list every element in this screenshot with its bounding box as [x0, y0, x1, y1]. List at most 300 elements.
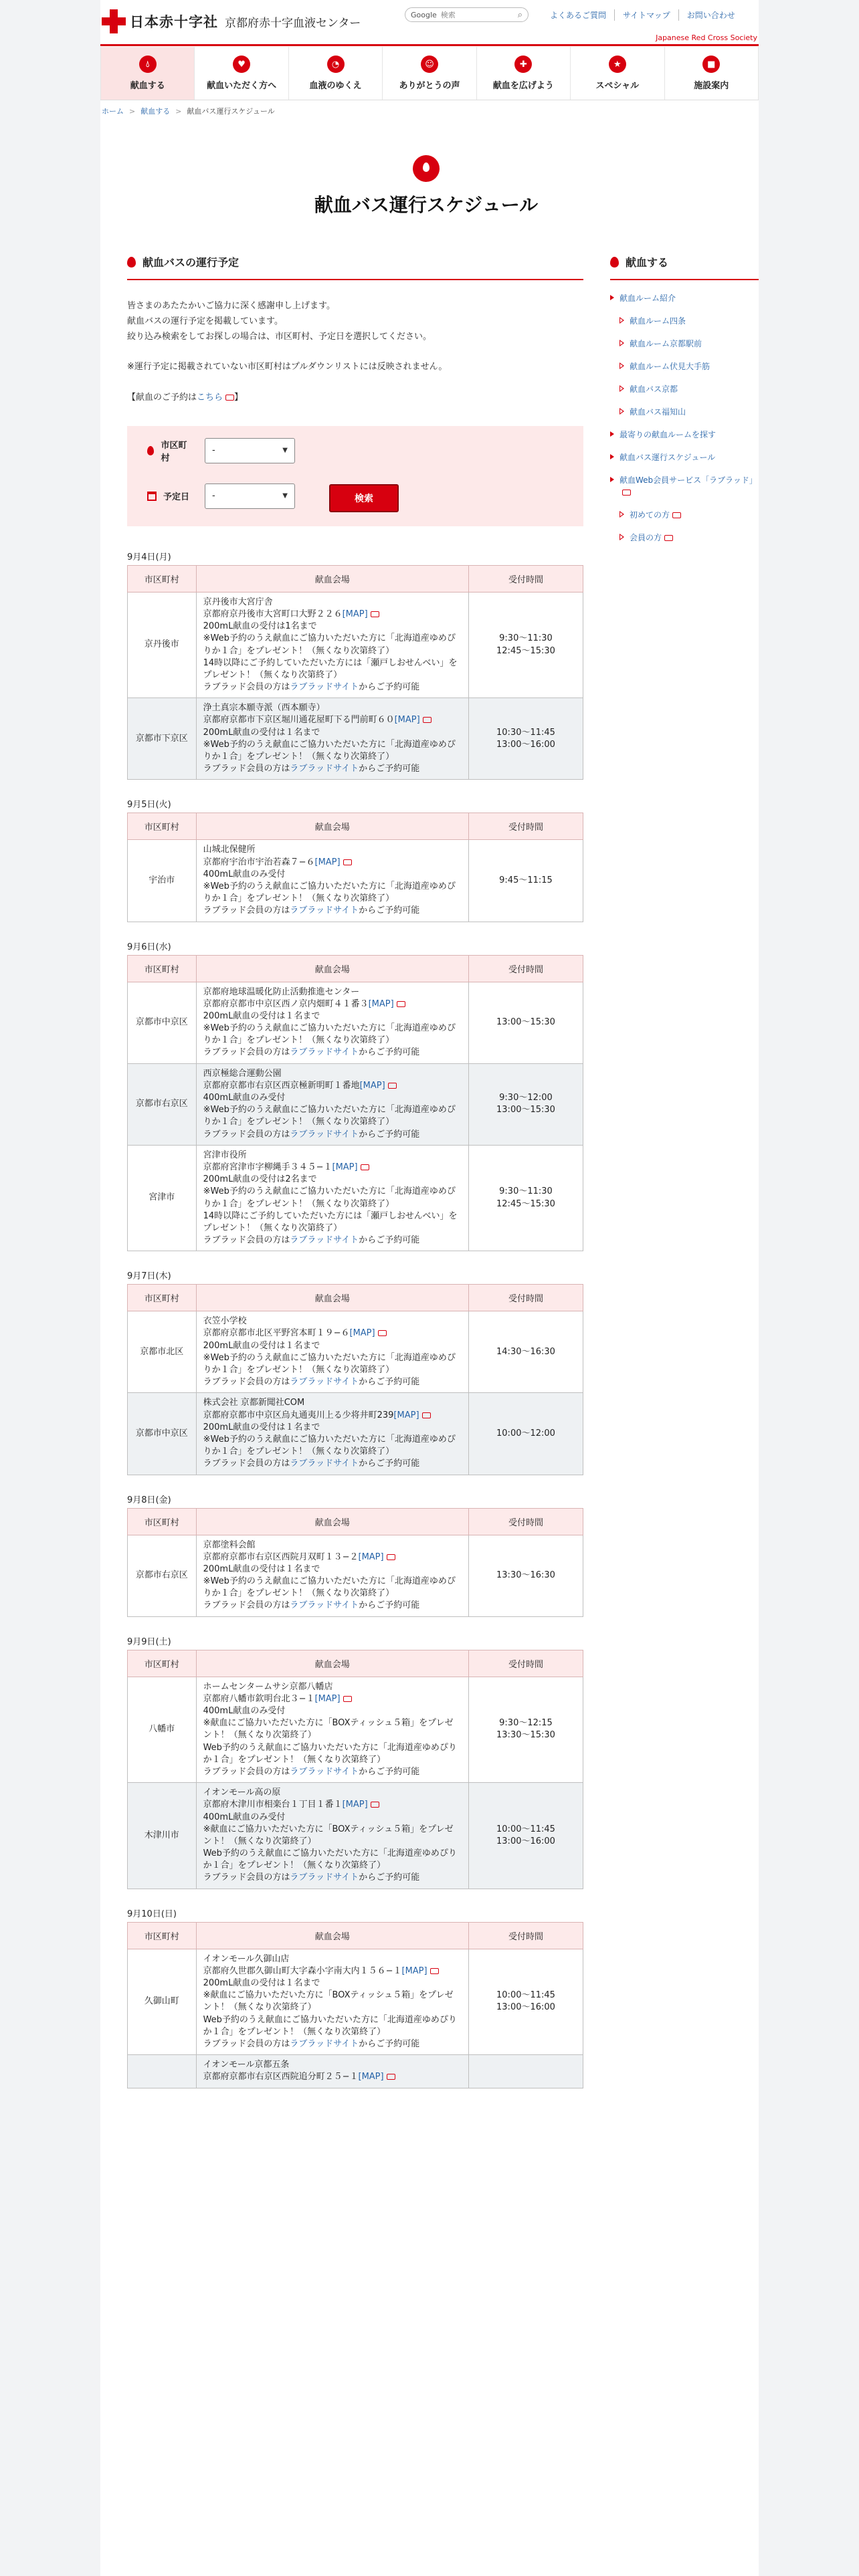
city-filter-label: [147, 438, 194, 463]
external-link-icon: [622, 490, 631, 496]
venue-text: 京都府京都市下京区堀川通花屋町下る門前町６０: [203, 715, 395, 726]
section-title: 献血バスの運行予定: [142, 256, 240, 269]
loveblood-link[interactable]: ラブラッドサイト: [290, 1047, 359, 1058]
venue-text: 京都府京都市右京区西京極新明町１番地: [203, 1080, 360, 1091]
venue-line: [203, 1717, 462, 1741]
search-button[interactable]: 検索: [329, 484, 399, 512]
search-input[interactable]: [441, 11, 518, 19]
time-cell: [468, 1393, 583, 1475]
venue-line: [203, 2014, 462, 2038]
triangle-right-icon: [619, 363, 624, 368]
loveblood-suffix: からご予約可能: [359, 1459, 420, 1469]
breadcrumb-separator: >: [129, 107, 136, 116]
schedule-day: [127, 1634, 583, 1889]
header-city: 市区町村: [128, 1285, 197, 1311]
external-link-icon: [430, 1968, 439, 1974]
global-nav: [100, 47, 759, 100]
site-logo[interactable]: [102, 9, 361, 33]
map-link[interactable]: [MAP]: [342, 1800, 368, 1810]
table-row: [128, 1145, 583, 1251]
org-english-name: Japanese Red Cross Society: [656, 33, 757, 42]
header-venue: 献血会場: [196, 565, 468, 592]
header-time: 受付時間: [468, 565, 583, 592]
external-link-icon: [387, 2074, 395, 2080]
table-header-row: [128, 1922, 583, 1949]
map-link[interactable]: [MAP]: [368, 998, 394, 1009]
site-header: [100, 0, 759, 47]
table-row: [128, 2055, 583, 2088]
map-link[interactable]: [MAP]: [401, 1965, 427, 1976]
venue-text: 京都府京都市北区平野宮本町１９−６: [203, 1328, 350, 1339]
sidebar-item-text: [630, 509, 681, 521]
city-cell: [128, 2055, 197, 2088]
schedule-table: [127, 813, 583, 922]
time-slot: 10:00〜12:00: [496, 1428, 555, 1438]
smile-icon: ☺: [421, 56, 438, 73]
venue-line: [203, 869, 462, 881]
venue-line: [203, 1977, 462, 1990]
venue-text: 京都府宇治市宇治若森７−６: [203, 857, 315, 867]
venue-text: 京都府京都市中京区西ノ京内畑町４１番３: [203, 998, 369, 1009]
venue-cell: [196, 1783, 468, 1889]
venue-text: ※Web予約のうえ献血にご協力いただいた方に「北海道産ゆめぴりか１合」をプレゼント！（無くなり次第終了）: [203, 633, 456, 656]
sidebar-item[interactable]: [619, 406, 759, 418]
loveblood-suffix: からご予約可能: [359, 1872, 420, 1883]
table-row: [128, 982, 583, 1063]
sidebar-item-text: [619, 292, 676, 304]
blood-drop-icon: [127, 257, 136, 267]
loveblood-line: [203, 1129, 462, 1141]
date-label-text: 予定日: [163, 492, 190, 503]
sidebar-title: 献血する: [626, 256, 669, 269]
loveblood-suffix: からご予約可能: [359, 1235, 420, 1246]
intro-line: 献血バスの運行予定を掲載しています。: [127, 316, 283, 326]
time-slot: 13:00〜16:00: [496, 1836, 555, 1846]
loveblood-suffix: からご予約可能: [359, 1377, 420, 1388]
schedule-date: 9月7日(木): [127, 1271, 171, 1282]
circle-progress-icon: ◔: [327, 56, 345, 73]
blood-drop-icon: [147, 446, 154, 455]
venue-text: イオンモール高の原: [203, 1788, 281, 1798]
venue-text: ※Web予約のうえ献血にご協力いただいた方に「北海道産ゆめぴりか１合」をプレゼント！（無くなり次第終了）: [203, 881, 456, 904]
venue-line: [203, 1174, 462, 1186]
table-row: [128, 1393, 583, 1475]
loveblood-line: [203, 2038, 462, 2050]
venue-line: [203, 609, 462, 621]
map-link[interactable]: [MAP]: [393, 1410, 419, 1420]
time-slot: 13:30〜16:30: [496, 1570, 555, 1580]
sidebar-item[interactable]: [610, 429, 759, 441]
venue-text: ※献血にご協力いただいた方に「BOXティッシュ５箱」をプレゼント！（無くなり次第終了）: [203, 1990, 454, 2013]
venue-line: [203, 1990, 462, 2014]
map-link[interactable]: [MAP]: [314, 857, 341, 867]
triangle-right-icon: [619, 409, 624, 414]
venue-cell: [196, 1311, 468, 1393]
sidebar-item[interactable]: [610, 451, 759, 463]
map-link[interactable]: [MAP]: [314, 1693, 341, 1704]
venue-line: [203, 597, 462, 609]
faq-link[interactable]: よくあるご質問: [550, 11, 607, 20]
external-link-icon: [422, 1412, 431, 1418]
venue-cell: [196, 1677, 468, 1783]
venue-line: [203, 1434, 462, 1458]
venue-line: [203, 633, 462, 657]
header-venue: 献血会場: [196, 1508, 468, 1535]
external-link-icon: [225, 395, 234, 401]
external-link-icon: [343, 859, 352, 865]
nav-special[interactable]: [571, 47, 664, 100]
venue-line: [203, 1742, 462, 1766]
venue-cell: [196, 698, 468, 780]
reserve-link[interactable]: こちら: [197, 393, 223, 403]
venue-text: Web予約のうえ献血にご協力いただいた方に「北海道産ゆめぴりか１合」をプレゼント！（無くなり次第終了）: [203, 1742, 457, 1765]
triangle-right-icon: [610, 431, 614, 437]
venue-line: [203, 1186, 462, 1210]
venue-text: 浄土真宗本願寺派（西本願寺）: [203, 703, 325, 714]
map-link[interactable]: [MAP]: [332, 1162, 358, 1172]
sidebar-item-label: 会員の方: [630, 533, 662, 542]
venue-line: [203, 1693, 462, 1705]
sidebar-item-text: [630, 315, 686, 327]
sidebar-item-label: 献血ルーム紹介: [619, 294, 676, 303]
loveblood-prefix: ラブラッド会員の方は: [203, 1129, 290, 1140]
intro-text: [127, 299, 583, 406]
sidebar-item-label: 最寄りの献血ルームを探す: [619, 430, 717, 439]
triangle-right-icon: [610, 454, 614, 459]
loveblood-prefix: ラブラッド会員の方は: [203, 905, 290, 916]
sidebar-item[interactable]: [619, 532, 759, 544]
sidebar-item[interactable]: [619, 315, 759, 327]
external-link-icon: [664, 535, 673, 541]
nav-label: ありがとうの声: [399, 81, 460, 91]
venue-text: Web予約のうえ献血にご協力いただいた方に「北海道産ゆめぴりか１合」をプレゼント！（無くなり次第終了）: [203, 2014, 457, 2037]
loveblood-suffix: からご予約可能: [359, 1600, 420, 1611]
time-slot: 9:30〜12:00: [499, 1093, 553, 1103]
city-filter-row: [147, 438, 295, 463]
loveblood-link[interactable]: ラブラッドサイト: [290, 1766, 359, 1777]
loveblood-prefix: ラブラッド会員の方は: [203, 1459, 290, 1469]
loveblood-suffix: からご予約可能: [359, 2038, 420, 2049]
venue-line: [203, 657, 462, 681]
nav-label: 施設案内: [694, 81, 729, 91]
header-venue: 献血会場: [196, 1285, 468, 1311]
nav-label: 献血する: [130, 81, 165, 91]
sidebar-item-text: [630, 360, 710, 372]
sidebar-item-text: [630, 532, 673, 544]
external-link-icon: [371, 1802, 379, 1808]
nav-for-donors[interactable]: [195, 47, 288, 100]
venue-text: ホームセンタームサシ京都八幡店: [203, 1681, 333, 1692]
venue-line: [203, 1023, 462, 1047]
time-slot: 13:30〜15:30: [496, 1730, 555, 1741]
loveblood-prefix: ラブラッド会員の方は: [203, 1600, 290, 1611]
reserve-suffix: 】: [234, 393, 244, 403]
venue-line: [203, 881, 462, 905]
venue-cell: [196, 840, 468, 922]
city-cell: 八幡市: [128, 1677, 197, 1783]
schedule-date: 9月8日(金): [127, 1495, 171, 1505]
map-link[interactable]: [MAP]: [342, 609, 368, 619]
time-cell: [468, 2055, 583, 2088]
sidebar-menu: [610, 292, 759, 544]
schedule-day: [127, 1907, 583, 2088]
map-link[interactable]: [MAP]: [394, 715, 420, 726]
external-link-icon: [423, 717, 432, 723]
triangle-right-icon: [610, 295, 614, 300]
city-cell: 京都市中京区: [128, 1393, 197, 1475]
time-slot: 13:00〜16:00: [496, 2002, 555, 2013]
sidebar-item-label: 献血Web会員サービス「ラブラッド」: [619, 475, 757, 485]
loveblood-link[interactable]: ラブラッドサイト: [290, 682, 359, 693]
blood-drop-icon: [413, 155, 440, 182]
breadcrumb: [102, 106, 275, 116]
triangle-right-icon: [619, 386, 624, 391]
map-link[interactable]: [MAP]: [358, 2072, 384, 2082]
venue-line: [203, 1092, 462, 1104]
loveblood-line: [203, 681, 462, 693]
venue-line: [203, 1953, 462, 1965]
venue-line: [203, 1340, 462, 1352]
time-slot: 9:45〜11:15: [499, 875, 553, 885]
time-slot: 9:30〜11:30: [499, 1186, 553, 1197]
venue-text: 衣笠小学校: [203, 1316, 247, 1327]
venue-line: [203, 1551, 462, 1564]
loveblood-line: [203, 1458, 462, 1470]
venue-text: 200mL献血の受付は１名まで: [203, 1340, 320, 1351]
table-header-row: [128, 565, 583, 592]
loveblood-suffix: からご予約可能: [359, 682, 420, 693]
schedule-table: [127, 1284, 583, 1475]
venue-text: 400mL献血のみ受付: [203, 869, 286, 879]
venue-text: 京都府木津川市相楽台１丁目１番１: [203, 1800, 343, 1810]
sidebar-item[interactable]: [619, 360, 759, 372]
schedule-table: [127, 1650, 583, 1889]
venue-line: [203, 1352, 462, 1376]
header-time: 受付時間: [468, 1922, 583, 1949]
bookmark-icon: ■: [702, 56, 720, 73]
table-row: [128, 1063, 583, 1145]
venue-line: [203, 1848, 462, 1872]
loveblood-line: [203, 1376, 462, 1388]
header-divider: [100, 44, 759, 46]
header-time: 受付時間: [468, 1285, 583, 1311]
table-header-row: [128, 1508, 583, 1535]
sidebar-item[interactable]: [619, 383, 759, 395]
sidebar-item-text: [619, 451, 715, 463]
venue-line: [203, 1068, 462, 1080]
loveblood-prefix: ラブラッド会員の方は: [203, 1235, 290, 1246]
time-slot: 10:00〜11:45: [496, 1824, 555, 1834]
city-cell: 宮津市: [128, 1145, 197, 1251]
time-cell: [468, 592, 583, 698]
chevron-down-icon: ▼: [282, 492, 288, 500]
city-select-value: -: [212, 445, 215, 456]
venue-line: [203, 1104, 462, 1128]
city-cell: 京丹後市: [128, 592, 197, 698]
header-time: 受付時間: [468, 813, 583, 840]
sidebar-heading: [610, 254, 759, 280]
time-slot: 13:00〜15:30: [496, 1105, 555, 1115]
intro-line: 絞り込み検索をしてお探しの場合は、市区町村、予定日を選択してください。: [127, 331, 432, 342]
header-time: 受付時間: [468, 1508, 583, 1535]
loveblood-link[interactable]: ラブラッドサイト: [290, 1600, 359, 1611]
loveblood-link[interactable]: ラブラッドサイト: [290, 1129, 359, 1140]
sidebar: [610, 254, 759, 554]
loveblood-link[interactable]: ラブラッドサイト: [290, 764, 359, 774]
loveblood-line: [203, 905, 462, 917]
schedule-day: [127, 1269, 583, 1475]
venue-line: [203, 1705, 462, 1717]
venue-text: ※Web予約のうえ献血にご協力いただいた方に「北海道産ゆめぴりか１合」をプレゼント！（無くなり次第終了）: [203, 1023, 456, 1046]
table-header-row: [128, 955, 583, 982]
venue-text: 200mL献血の受付は1名まで: [203, 621, 317, 632]
loveblood-prefix: ラブラッド会員の方は: [203, 2038, 290, 2049]
schedule-day: [127, 797, 583, 922]
time-cell: [468, 698, 583, 780]
sidebar-item[interactable]: [619, 338, 759, 350]
venue-cell: [196, 1063, 468, 1145]
venue-text: 14時以降にご予約していただいた方には「瀬戸しおせんべい」をプレゼント！（無くなり次第終了）: [203, 657, 458, 680]
time-cell: [468, 982, 583, 1063]
loveblood-prefix: ラブラッド会員の方は: [203, 1872, 290, 1883]
intro-line: 皆さまのあたたかいご協力に深く感謝申し上げます。: [127, 301, 335, 311]
loveblood-prefix: ラブラッド会員の方は: [203, 682, 290, 693]
venue-text: 400mL献血のみ受付: [203, 1093, 286, 1103]
loveblood-link[interactable]: ラブラッドサイト: [290, 1459, 359, 1469]
venue-line: [203, 1824, 462, 1848]
reserve-note: [127, 391, 583, 406]
sidebar-item-text: [630, 406, 686, 418]
header-time: 受付時間: [468, 955, 583, 982]
header-city: 市区町村: [128, 813, 197, 840]
sitemap-link[interactable]: サイトマップ: [614, 9, 678, 21]
sidebar-item[interactable]: [610, 474, 759, 498]
org-name: 日本赤十字社: [130, 13, 218, 30]
time-cell: [468, 1677, 583, 1783]
schedule-day: [127, 550, 583, 780]
map-link[interactable]: [MAP]: [349, 1328, 375, 1339]
venue-text: ※Web予約のうえ献血にご協力いただいた方に「北海道産ゆめぴりか１合」をプレゼント！（無くなり次第終了）: [203, 1105, 456, 1128]
table-row: [128, 698, 583, 780]
venue-line: [203, 1210, 462, 1235]
venue-line: [203, 1799, 462, 1811]
sidebar-item-label: 献血ルーム伏見大手筋: [630, 362, 710, 371]
search-icon[interactable]: ⌕: [517, 9, 522, 20]
nav-blood-destination[interactable]: [289, 47, 383, 100]
main-content: [127, 254, 583, 2106]
google-label: Google: [411, 10, 437, 19]
header-time: 受付時間: [468, 1650, 583, 1677]
venue-cell: [196, 1535, 468, 1616]
time-slot: 12:45〜15:30: [496, 1198, 555, 1209]
venue-cell: [196, 2055, 468, 2088]
venue-cell: [196, 1145, 468, 1251]
time-cell: [468, 1063, 583, 1145]
loveblood-link[interactable]: ラブラッドサイト: [290, 1377, 359, 1388]
city-cell: 京都市中京区: [128, 982, 197, 1063]
table-row: [128, 1783, 583, 1889]
nav-facilities[interactable]: [665, 47, 759, 100]
header-city: 市区町村: [128, 1650, 197, 1677]
venue-text: ※献血にご協力いただいた方に「BOXティッシュ５箱」をプレゼント！（無くなり次第終了）: [203, 1718, 454, 1741]
venue-text: ※Web予約のうえ献血にご協力いただいた方に「北海道産ゆめぴりか１合」をプレゼント！（無くなり次第終了）: [203, 1352, 456, 1375]
nav-spread[interactable]: [477, 47, 571, 100]
table-row: [128, 1677, 583, 1783]
sidebar-item[interactable]: [619, 509, 759, 521]
time-slot: 14:30〜16:30: [496, 1346, 555, 1357]
venue-text: 京都府京都市右京区西院追分町２５−１: [203, 2072, 359, 2082]
venue-text: ※Web予約のうえ献血にご協力いただいた方に「北海道産ゆめぴりか１合」をプレゼント！（無くなり次第終了）: [203, 1576, 456, 1599]
loveblood-link[interactable]: ラブラッドサイト: [290, 905, 359, 916]
time-cell: [468, 1311, 583, 1393]
sidebar-item[interactable]: [610, 292, 759, 304]
schedule-date: 9月10日(日): [127, 1909, 177, 1919]
loveblood-link[interactable]: ラブラッドサイト: [290, 1872, 359, 1883]
triangle-right-icon: [610, 477, 614, 482]
loveblood-link[interactable]: ラブラッドサイト: [290, 1235, 359, 1246]
city-cell: 京都市右京区: [128, 1063, 197, 1145]
loveblood-link[interactable]: ラブラッドサイト: [290, 2038, 359, 2049]
triangle-right-icon: [619, 340, 624, 346]
external-link-icon: [397, 1001, 405, 1007]
contact-link[interactable]: お問い合わせ: [678, 9, 743, 21]
table-row: [128, 1949, 583, 2055]
table-header-row: [128, 1650, 583, 1677]
venue-text: 14時以降にご予約していただいた方には「瀬戸しおせんべい」をプレゼント！（無くなり次第終了）: [203, 1210, 458, 1233]
venue-text: イオンモール久御山店: [203, 1953, 290, 1964]
sidebar-item-label: 初めての方: [630, 510, 670, 520]
time-slot: 9:30〜12:15: [499, 1718, 553, 1729]
external-link-icon: [387, 1554, 395, 1560]
venue-cell: [196, 982, 468, 1063]
venue-text: 京都塗料会館: [203, 1539, 256, 1550]
breadcrumb-home[interactable]: ホーム: [102, 107, 124, 116]
venue-line: [203, 621, 462, 633]
header-city: 市区町村: [128, 1508, 197, 1535]
triangle-right-icon: [619, 512, 624, 517]
map-link[interactable]: [MAP]: [358, 1551, 384, 1562]
nav-thanks[interactable]: [383, 47, 476, 100]
calendar-icon: [147, 492, 157, 501]
external-link-icon: [371, 611, 379, 617]
drop-cross-icon: ✚: [514, 56, 532, 73]
table-header-row: [128, 1285, 583, 1311]
venue-text: ※Web予約のうえ献血にご協力いただいた方に「北海道産ゆめぴりか１合」をプレゼント！（無くなり次第終了）: [203, 1186, 456, 1209]
venue-line: [203, 1150, 462, 1162]
loveblood-line: [203, 1235, 462, 1247]
venue-line: [203, 1812, 462, 1824]
venue-text: 宮津市役所: [203, 1150, 247, 1160]
city-select[interactable]: [205, 438, 295, 463]
triangle-right-icon: [619, 318, 624, 323]
city-cell: 久御山町: [128, 1949, 197, 2055]
time-cell: [468, 1783, 583, 1889]
venue-text: 西京極総合運動公園: [203, 1068, 282, 1079]
venue-line: [203, 1162, 462, 1174]
map-link[interactable]: [MAP]: [359, 1080, 385, 1091]
venue-text: ※Web予約のうえ献血にご協力いただいた方に「北海道産ゆめぴりか１合」をプレゼント！（無くなり次第終了）: [203, 1434, 456, 1457]
schedule-table: [127, 1922, 583, 2088]
venue-line: [203, 998, 462, 1010]
breadcrumb-donate[interactable]: 献血する: [140, 107, 171, 116]
date-select[interactable]: [205, 484, 295, 509]
blood-drop-icon: [610, 257, 619, 267]
venue-text: 200mL献血の受付は１名まで: [203, 727, 320, 738]
nav-donate[interactable]: [100, 47, 195, 100]
loveblood-suffix: からご予約可能: [359, 1047, 420, 1058]
external-link-icon: [672, 512, 681, 518]
venue-line: [203, 1681, 462, 1693]
